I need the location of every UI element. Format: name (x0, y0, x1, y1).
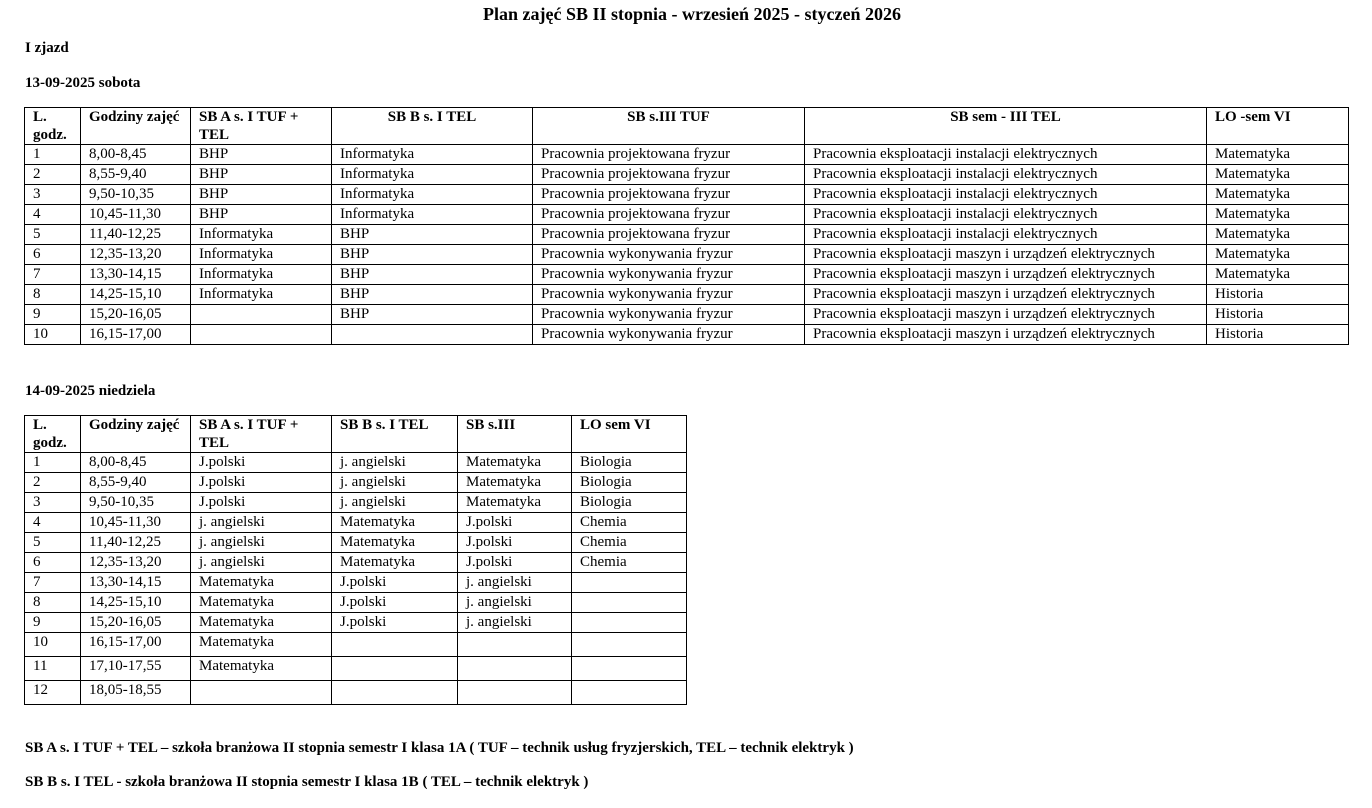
table-cell: J.polski (458, 533, 572, 553)
table-cell: j. angielski (332, 453, 458, 473)
table-cell: Pracownia wykonywania fryzur (533, 285, 805, 305)
table-cell: J.polski (458, 553, 572, 573)
table-cell (332, 325, 533, 345)
table-cell: Matematyka (1207, 185, 1349, 205)
table-cell: Matematyka (1207, 245, 1349, 265)
table-cell: Pracownia projektowana fryzur (533, 185, 805, 205)
table-cell: 6 (25, 553, 81, 573)
table-cell: 1 (25, 453, 81, 473)
table-cell: Pracownia eksploatacji instalacji elektrycznych (805, 185, 1207, 205)
table-cell (332, 681, 458, 705)
table-cell: BHP (332, 305, 533, 325)
table-cell: 5 (25, 533, 81, 553)
table-cell (191, 325, 332, 345)
table-cell (572, 573, 687, 593)
table-cell (572, 613, 687, 633)
table-cell: Biologia (572, 473, 687, 493)
table-cell: J.polski (191, 493, 332, 513)
table-cell: J.polski (191, 473, 332, 493)
page-title: Plan zajęć SB II stopnia - wrzesień 2025 - styczeń 2026 (483, 4, 901, 24)
table-cell (458, 657, 572, 681)
table-row (25, 573, 687, 593)
table-cell: Matematyka (1207, 205, 1349, 225)
schedule-table-saturday (24, 107, 1349, 345)
table-cell: Informatyka (191, 225, 332, 245)
table-cell: 11,40-12,25 (81, 533, 191, 553)
table-cell: 8,00-8,45 (81, 145, 191, 165)
table-cell: BHP (191, 205, 332, 225)
table-cell: Informatyka (191, 285, 332, 305)
table-cell: Pracownia eksploatacji instalacji elektrycznych (805, 205, 1207, 225)
table-row (25, 553, 687, 573)
table-row (25, 245, 1349, 265)
table-cell: Pracownia eksploatacji instalacji elektrycznych (805, 225, 1207, 245)
table-cell: Matematyka (1207, 165, 1349, 185)
table-cell: Matematyka (191, 633, 332, 657)
header-sb-a: SB A s. I TUF + TEL (191, 416, 332, 453)
table-cell: Pracownia eksploatacji maszyn i urządzeń elektrycznych (805, 245, 1207, 265)
table-cell (458, 681, 572, 705)
table-cell: J.polski (332, 593, 458, 613)
table-cell: J.polski (332, 613, 458, 633)
table-cell: J.polski (191, 453, 332, 473)
table-cell: 3 (25, 185, 81, 205)
table-cell: Historia (1207, 325, 1349, 345)
table-cell: BHP (332, 225, 533, 245)
day1-date-label: 13-09-2025 sobota (25, 75, 141, 91)
table-cell: Informatyka (332, 185, 533, 205)
table-cell: 8,55-9,40 (81, 473, 191, 493)
table-cell: Pracownia eksploatacji instalacji elektrycznych (805, 145, 1207, 165)
table-cell: Chemia (572, 513, 687, 533)
header-sb-iii-tuf: SB s.III TUF (533, 108, 805, 145)
table-row (25, 205, 1349, 225)
table-cell: 11 (25, 657, 81, 681)
table-cell: 3 (25, 493, 81, 513)
schedule-table-sunday (24, 415, 687, 705)
table-header-row (25, 108, 1349, 145)
table-cell: Chemia (572, 553, 687, 573)
table-row (25, 285, 1349, 305)
header-hours: Godziny zajęć (81, 108, 191, 145)
table-cell: Matematyka (1207, 225, 1349, 245)
table-cell: Informatyka (332, 165, 533, 185)
table-cell: 11,40-12,25 (81, 225, 191, 245)
table-row (25, 473, 687, 493)
table-cell: Matematyka (191, 613, 332, 633)
table-cell: 8 (25, 593, 81, 613)
table-cell: Matematyka (191, 573, 332, 593)
table-cell: j. angielski (458, 593, 572, 613)
table-cell: Pracownia eksploatacji maszyn i urządzeń elektrycznych (805, 285, 1207, 305)
table-row (25, 265, 1349, 285)
table-cell (572, 681, 687, 705)
table-row (25, 633, 687, 657)
table-cell: Historia (1207, 305, 1349, 325)
table-cell (191, 305, 332, 325)
table-cell: 10,45-11,30 (81, 513, 191, 533)
table-cell: 5 (25, 225, 81, 245)
table-cell: 8,55-9,40 (81, 165, 191, 185)
table-cell: Matematyka (1207, 145, 1349, 165)
table-cell (332, 633, 458, 657)
table-cell: 8 (25, 285, 81, 305)
table-cell: 9,50-10,35 (81, 185, 191, 205)
table-cell: Biologia (572, 453, 687, 473)
table-cell: Pracownia eksploatacji maszyn i urządzeń elektrycznych (805, 325, 1207, 345)
table-cell: Matematyka (191, 657, 332, 681)
table-row (25, 613, 687, 633)
table-cell: Informatyka (332, 145, 533, 165)
table-cell: 15,20-16,05 (81, 305, 191, 325)
table-cell: 14,25-15,10 (81, 285, 191, 305)
table-row (25, 225, 1349, 245)
day2-date-label: 14-09-2025 niedziela (25, 383, 156, 399)
header-sb-a: SB A s. I TUF + TEL (191, 108, 332, 145)
table-cell: Pracownia wykonywania fryzur (533, 245, 805, 265)
table-cell: 9 (25, 305, 81, 325)
table-cell: Informatyka (191, 265, 332, 285)
table-cell: 2 (25, 473, 81, 493)
table-cell: BHP (332, 245, 533, 265)
table-row (25, 165, 1349, 185)
table-cell: j. angielski (332, 493, 458, 513)
table-cell: j. angielski (191, 513, 332, 533)
table-cell: 10,45-11,30 (81, 205, 191, 225)
table-cell: Matematyka (332, 513, 458, 533)
table-cell: Biologia (572, 493, 687, 513)
table-row (25, 145, 1349, 165)
table-row (25, 681, 687, 705)
table-cell: Pracownia projektowana fryzur (533, 225, 805, 245)
table-cell: Pracownia projektowana fryzur (533, 205, 805, 225)
table-cell: Matematyka (458, 493, 572, 513)
table-cell: Pracownia eksploatacji maszyn i urządzeń elektrycznych (805, 305, 1207, 325)
table-cell: Pracownia eksploatacji instalacji elektrycznych (805, 165, 1207, 185)
table-row (25, 493, 687, 513)
header-sb-b: SB B s. I TEL (332, 108, 533, 145)
table-row (25, 533, 687, 553)
table-cell: 2 (25, 165, 81, 185)
table-row (25, 305, 1349, 325)
footnote-sb-a: SB A s. I TUF + TEL – szkoła branżowa II stopnia semestr I klasa 1A ( TUF – technik usług fryzjerskich, TEL – technik elektryk ) (25, 740, 854, 756)
table-cell: BHP (332, 265, 533, 285)
table-cell: j. angielski (191, 533, 332, 553)
table-cell: j. angielski (332, 473, 458, 493)
table-cell: 16,15-17,00 (81, 633, 191, 657)
table-cell: 13,30-14,15 (81, 573, 191, 593)
table-cell: 9,50-10,35 (81, 493, 191, 513)
table-row (25, 513, 687, 533)
table-cell: 10 (25, 633, 81, 657)
header-sb-iii-tel: SB sem - III TEL (805, 108, 1207, 145)
table-cell: 13,30-14,15 (81, 265, 191, 285)
table-cell: 6 (25, 245, 81, 265)
table-cell: Informatyka (332, 205, 533, 225)
table-cell: 9 (25, 613, 81, 633)
table-cell: J.polski (332, 573, 458, 593)
table-cell: Matematyka (458, 453, 572, 473)
table-cell: BHP (332, 285, 533, 305)
table-cell: Chemia (572, 533, 687, 553)
table-cell: Matematyka (458, 473, 572, 493)
table-cell: 4 (25, 205, 81, 225)
table-header-row (25, 416, 687, 453)
table-cell: Pracownia eksploatacji maszyn i urządzeń elektrycznych (805, 265, 1207, 285)
header-lo: LO -sem VI (1207, 108, 1349, 145)
table-cell: 8,00-8,45 (81, 453, 191, 473)
table-cell: 14,25-15,10 (81, 593, 191, 613)
table-cell: 12,35-13,20 (81, 245, 191, 265)
table-cell: J.polski (458, 513, 572, 533)
table-cell: 4 (25, 513, 81, 533)
table-cell: BHP (191, 145, 332, 165)
table-cell: BHP (191, 185, 332, 205)
table-cell: Matematyka (1207, 265, 1349, 285)
table-cell: j. angielski (191, 553, 332, 573)
zjazd-label: I zjazd (25, 40, 69, 56)
table-cell: 12 (25, 681, 81, 705)
table-cell (191, 681, 332, 705)
header-lo: LO sem VI (572, 416, 687, 453)
table-cell: Informatyka (191, 245, 332, 265)
table-cell: Pracownia projektowana fryzur (533, 145, 805, 165)
table-cell: 16,15-17,00 (81, 325, 191, 345)
table-row (25, 325, 1349, 345)
table-cell: Matematyka (332, 533, 458, 553)
table-cell: Pracownia projektowana fryzur (533, 165, 805, 185)
table-cell: 7 (25, 265, 81, 285)
table-cell (572, 593, 687, 613)
table-cell (572, 657, 687, 681)
table-cell (458, 633, 572, 657)
table-cell: 10 (25, 325, 81, 345)
table-cell: BHP (191, 165, 332, 185)
table-cell: 1 (25, 145, 81, 165)
table-row (25, 593, 687, 613)
table-cell: 18,05-18,55 (81, 681, 191, 705)
table-cell: 17,10-17,55 (81, 657, 191, 681)
table-cell: j. angielski (458, 573, 572, 593)
table-row (25, 185, 1349, 205)
table-cell: Matematyka (332, 553, 458, 573)
table-row (25, 453, 687, 473)
table-cell: 7 (25, 573, 81, 593)
table-cell: Historia (1207, 285, 1349, 305)
table-row (25, 657, 687, 681)
table-cell: Pracownia wykonywania fryzur (533, 305, 805, 325)
table-cell: Matematyka (191, 593, 332, 613)
table-cell: 15,20-16,05 (81, 613, 191, 633)
table-cell: Pracownia wykonywania fryzur (533, 265, 805, 285)
header-sb-b: SB B s. I TEL (332, 416, 458, 453)
table-cell: Pracownia wykonywania fryzur (533, 325, 805, 345)
table-cell: j. angielski (458, 613, 572, 633)
header-sb-iii: SB s.III (458, 416, 572, 453)
header-hours: Godziny zajęć (81, 416, 191, 453)
footnote-sb-b: SB B s. I TEL - szkoła branżowa II stopnia semestr I klasa 1B ( TEL – technik elektryk ) (25, 774, 589, 790)
table-cell (572, 633, 687, 657)
header-lesson-number: L. godz. (25, 416, 81, 453)
table-cell (332, 657, 458, 681)
table-cell: 12,35-13,20 (81, 553, 191, 573)
header-lesson-number: L. godz. (25, 108, 81, 145)
